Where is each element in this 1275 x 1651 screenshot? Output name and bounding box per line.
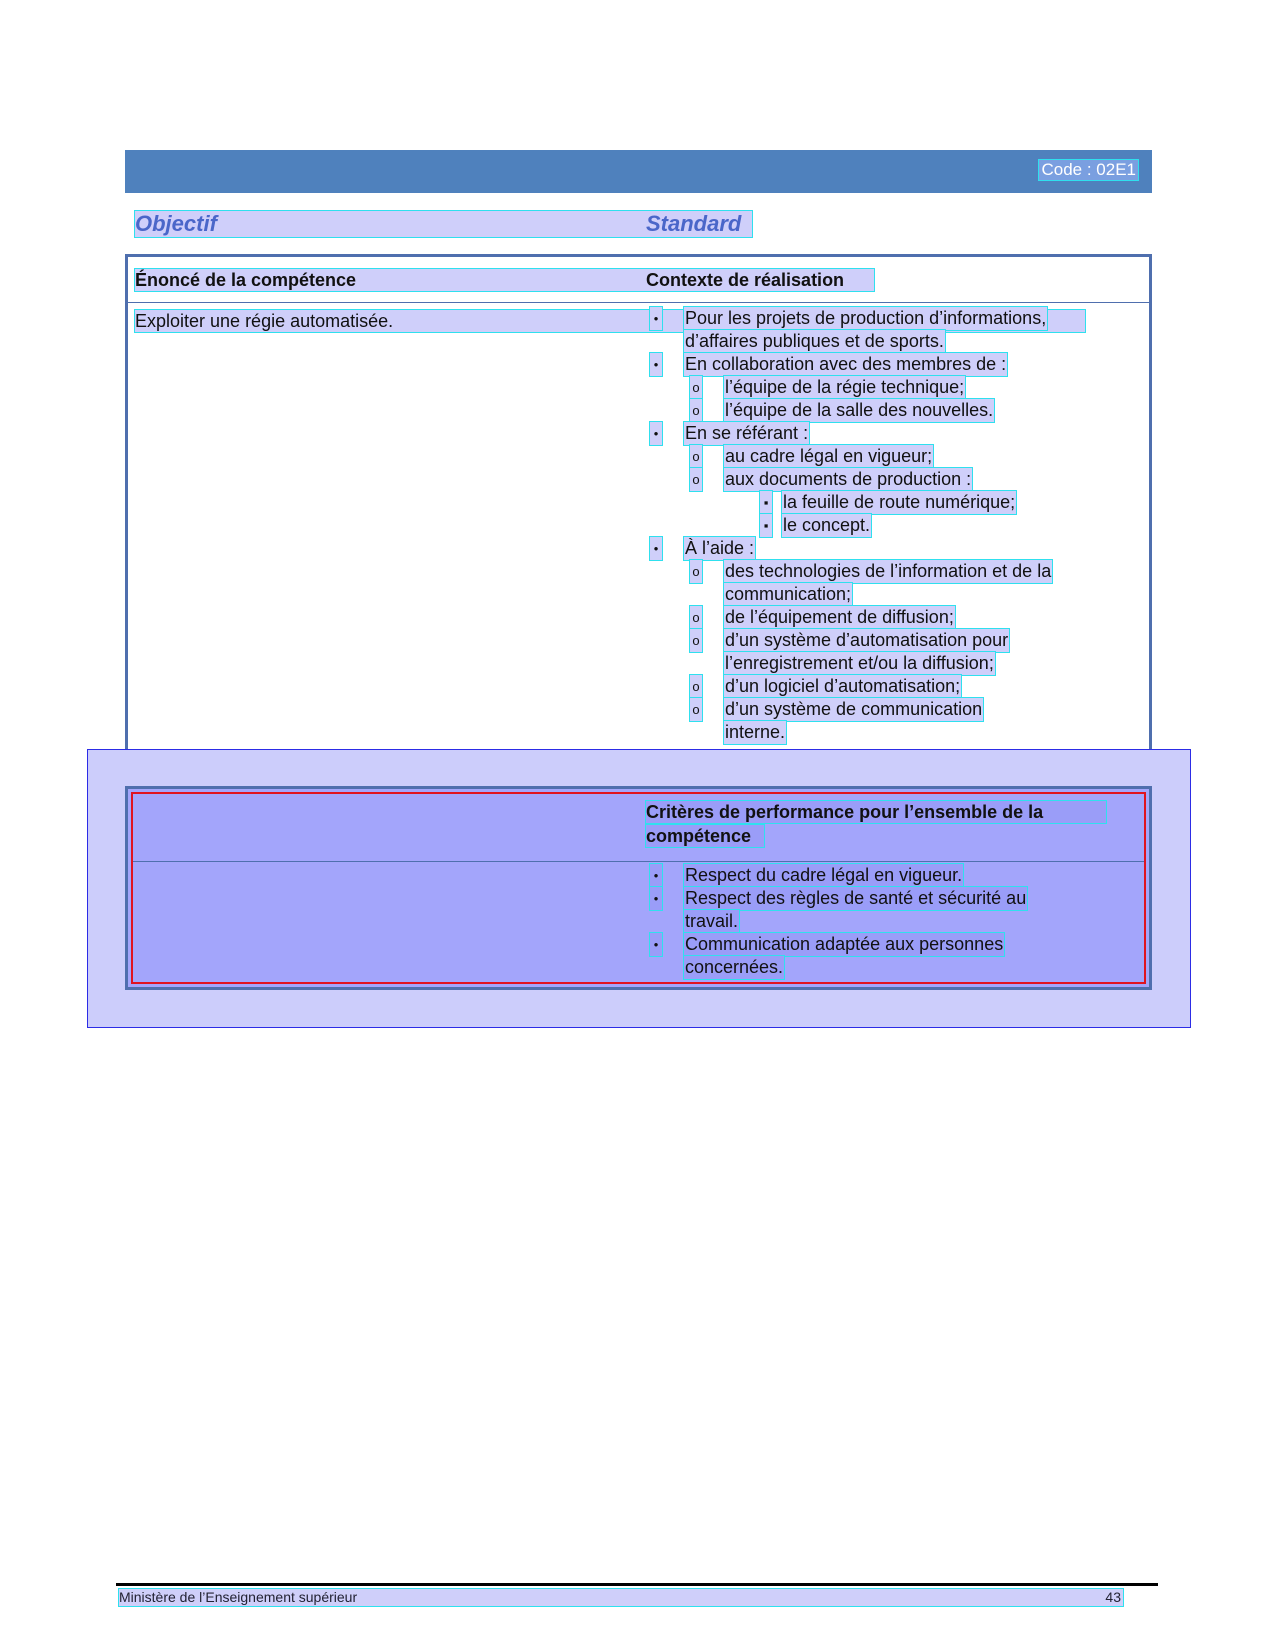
list-item [684, 910, 1144, 933]
list-item-text: En collaboration avec des membres de : [685, 354, 1007, 374]
list-item [684, 468, 1144, 491]
list-item [684, 652, 1144, 675]
list-item [684, 514, 1144, 537]
list-item [684, 560, 1144, 583]
list-item [684, 445, 1144, 468]
list-item [684, 606, 1144, 629]
list-item [653, 887, 1144, 910]
list-item [653, 307, 1144, 330]
criteres-header-line1: Critères de performance pour l’ensemble de la [646, 801, 1106, 823]
list-item-text: d’un système de communication [725, 699, 983, 719]
list-item-text: l’équipe de la régie technique; [725, 377, 965, 397]
bullet-icon: ▪ [760, 514, 772, 537]
list-item-text: d’un logiciel d’automatisation; [725, 676, 961, 696]
list-item-text: d’affaires publiques et de sports. [685, 331, 944, 351]
bullet-icon: • [650, 933, 662, 956]
contexte-header: Contexte de réalisation [646, 270, 845, 290]
list-item-text: au cadre légal en vigueur; [725, 446, 933, 466]
bullet-icon: o [690, 629, 702, 652]
list-item-text: des technologies de l’information et de la [725, 561, 1052, 581]
list-item [684, 399, 1144, 422]
list-item [684, 956, 1144, 979]
table-divider [128, 302, 1149, 303]
list-item-text: de l’équipement de diffusion; [725, 607, 954, 627]
list-item [684, 491, 1144, 514]
footer [119, 1589, 1123, 1606]
list-item [684, 629, 1144, 652]
list-item [684, 376, 1144, 399]
list-item-text: À l’aide : [685, 538, 755, 558]
footer-rule [116, 1583, 1158, 1586]
bullet-icon: • [650, 887, 662, 910]
objectif-title: Objectif [135, 211, 752, 237]
list-item [653, 864, 1144, 887]
contexte-list [653, 307, 1144, 744]
list-item-text: travail. [685, 911, 739, 931]
list-item [684, 330, 1144, 353]
list-item-text: Respect du cadre légal en vigueur. [685, 865, 963, 885]
criteres-list [653, 864, 1144, 979]
list-item-text: d’un système d’automatisation pour [725, 630, 1009, 650]
list-item-text: interne. [725, 722, 786, 742]
footer-ministry: Ministère de l’Enseignement supérieur [119, 1589, 358, 1605]
list-item-text: Pour les projets de production d’informations, [685, 308, 1047, 328]
standard-title: Standard [646, 211, 742, 236]
bullet-icon: o [690, 560, 702, 583]
bullet-icon: • [650, 353, 662, 376]
list-item [653, 353, 1144, 376]
list-item [653, 422, 1144, 445]
list-item-text: En se référant : [685, 423, 809, 443]
list-item [684, 583, 1144, 606]
bullet-icon: • [650, 537, 662, 560]
enonce-text: Exploiter une régie automatisée. [135, 310, 1085, 332]
bullet-icon: o [690, 468, 702, 491]
list-item-text: communication; [725, 584, 852, 604]
list-item [684, 675, 1144, 698]
list-item-text: la feuille de route numérique; [783, 492, 1016, 512]
table-divider [133, 861, 1144, 862]
list-item-text: l’enregistrement et/ou la diffusion; [725, 653, 994, 673]
bullet-icon: • [650, 307, 662, 330]
list-item [684, 698, 1144, 721]
list-item-text: concernées. [685, 957, 784, 977]
list-item [653, 933, 1144, 956]
bullet-icon: • [650, 422, 662, 445]
bullet-icon: o [690, 376, 702, 399]
list-item-text: l’équipe de la salle des nouvelles. [725, 400, 994, 420]
header-band [125, 150, 1152, 193]
list-item-text: le concept. [783, 515, 871, 535]
list-item-text: aux documents de production : [725, 469, 972, 489]
competency-code: Code : 02E1 [1041, 160, 1136, 179]
bullet-icon: o [690, 399, 702, 422]
list-item [653, 537, 1144, 560]
list-item-text: Respect des règles de santé et sécurité au [685, 888, 1027, 908]
criteres-header-line2: compétence [646, 825, 764, 847]
page-number: 43 [1105, 1589, 1121, 1605]
bullet-icon: • [650, 864, 662, 887]
bullet-icon: o [690, 606, 702, 629]
bullet-icon: o [690, 445, 702, 468]
list-item [684, 721, 1144, 744]
bullet-icon: o [690, 698, 702, 721]
bullet-icon: ▪ [760, 491, 772, 514]
bullet-icon: o [690, 675, 702, 698]
list-item-text: Communication adaptée aux personnes [685, 934, 1004, 954]
enonce-header: Énoncé de la compétence [135, 269, 874, 291]
